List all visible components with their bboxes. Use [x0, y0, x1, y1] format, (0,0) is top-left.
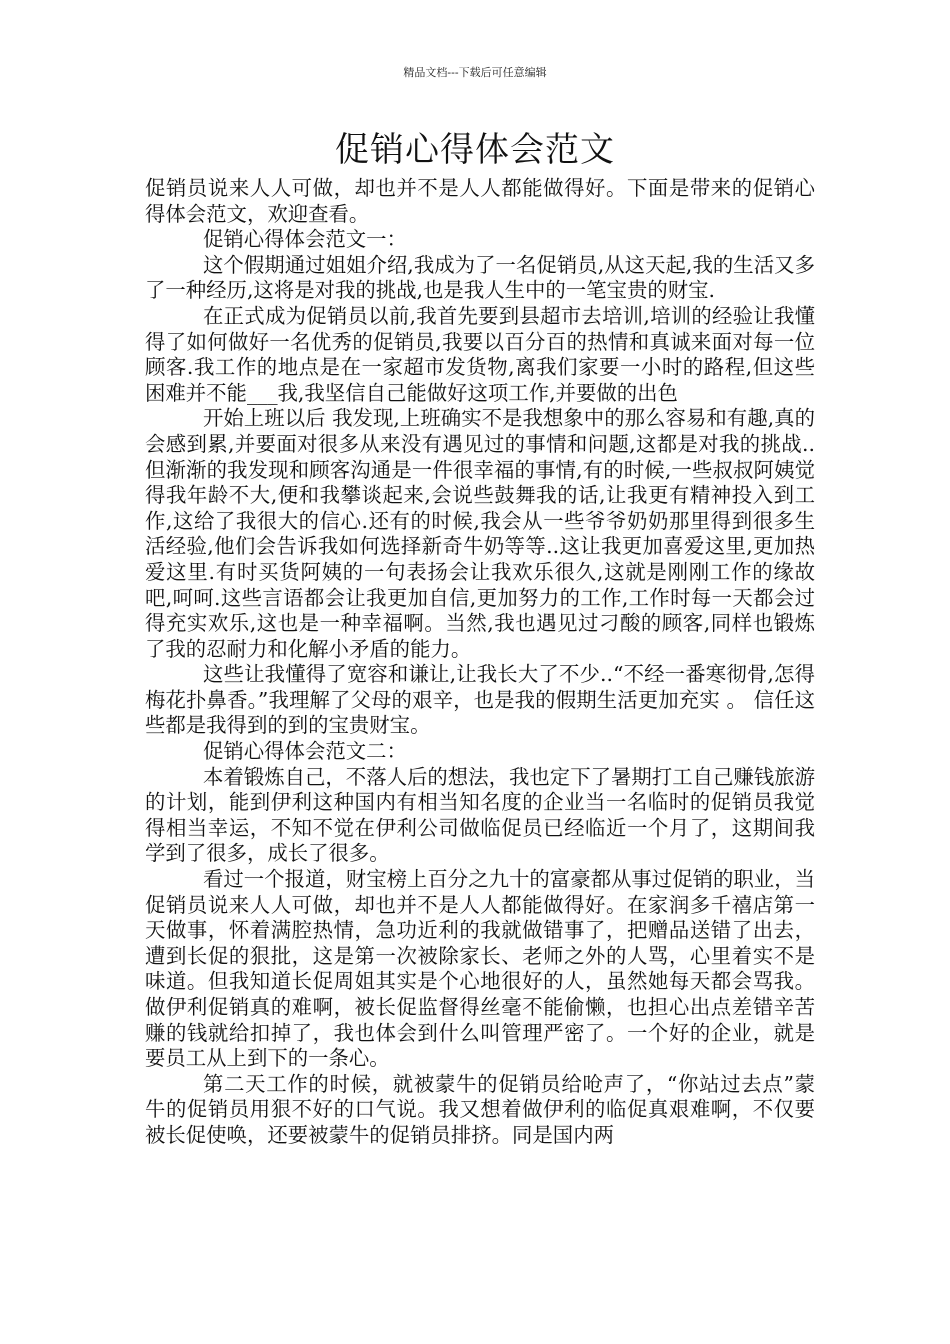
- intro-paragraph: 促销员说来人人可做，却也并不是人人都能做得好。下面是带来的促销心得体会范文，欢迎查看。: [145, 176, 815, 226]
- document-title: 促销心得体会范文: [335, 130, 615, 170]
- paragraph: 第二天工作的时候，就被蒙牛的促销员给呛声了，“你站过去点”蒙牛的促销员用狠不好的口气说。我又想着做伊利的临促真艰难啊，不仅要被长促使唤，还要被蒙牛的促销员排挤。同是国内两: [145, 1071, 815, 1147]
- paragraph: 本着锻炼自己，不落人后的想法，我也定下了暑期打工自己赚钱旅游的计划，能到伊利这种国内有相当知名度的企业当一名临时的促销员我觉得相当幸运，不知不觉在伊利公司做临促员已经临近一个月了，这期间我学到了很多，成长了很多。: [145, 764, 815, 866]
- paragraph: 这些让我懂得了宽容和谦让,让我长大了不少..“不经一番寒彻骨,怎得梅花扑鼻香。”我理解了父母的艰辛，也是我的假期生活更加充实 。 信任这些都是我得到的到的宝贵财宝。: [145, 662, 815, 738]
- paragraph: 开始上班以后 我发现,上班确实不是我想象中的那么容易和有趣,真的会感到累,并要面对很多从来没有遇见过的事情和问题,这都是对我的挑战..但渐渐的我发现和顾客沟通是一件很幸福的事情,有的时候,一些叔叔阿姨觉得我年龄不大,便和我攀谈起来,会说些鼓舞我的话,让我更有精神投入到工作,这给了我很大的信心.还有的时候,我会从一些爷爷奶奶那里得到很多生活经验,他们会告诉我如何选择新奇牛奶等等..这让我更加喜爱这里,更加热爱这里.有时买货阿姨的一句表扬会让我欢乐很久,这就是刚刚工作的缘故吧,呵呵.这些言语都会让我更加自信,更加努力的工作,工作时每一天都会过得充实欢乐,这也是一种幸福啊。当然,我也遇见过刁酸的顾客,同样也锻炼了我的忍耐力和化解小矛盾的能力。: [145, 406, 815, 661]
- section-heading-2: 促销心得体会范文二：: [203, 739, 407, 764]
- document-body: [145, 176, 815, 1149]
- section-heading-1: 促销心得体会范文一：: [203, 227, 407, 252]
- paragraph: 看过一个报道，财宝榜上百分之九十的富豪都从事过促销的职业，当促销员说来人人可做，却也并不是人人都能做得好。在家润多千禧店第一天做事，怀着满腔热情，急功近利的我就做错事了，把赠品送错了出去，遭到长促的狠批，这是第一次被除家长、老师之外的人骂，心里着实不是味道。但我知道长促周姐其实是个心地很好的人，虽然她每天都会骂我。做伊利促销真的难啊，被长促监督得丝毫不能偷懒，也担心出点差错辛苦赚的钱就给扣掉了，我也体会到什么叫管理严密了。一个好的企业，就是要员工从上到下的一条心。: [145, 867, 815, 1071]
- page-header: 精品文档---下载后可任意编辑: [403, 66, 547, 79]
- paragraph: 在正式成为促销员以前,我首先要到县超市去培训,培训的经验让我懂得了如何做好一名优秀的促销员,我要以百分百的热情和真诚来面对每一位顾客.我工作的地点是在一家超市发货物,离我们家要一小时的路程,但这些困难并不能___我,我坚信自己能做好这项工作,并要做的出色: [145, 303, 815, 405]
- paragraph: 这个假期通过姐姐介绍,我成为了一名促销员,从这天起,我的生活又多了一种经历,这将是对我的挑战,也是我人生中的一笔宝贵的财宝.: [145, 252, 815, 303]
